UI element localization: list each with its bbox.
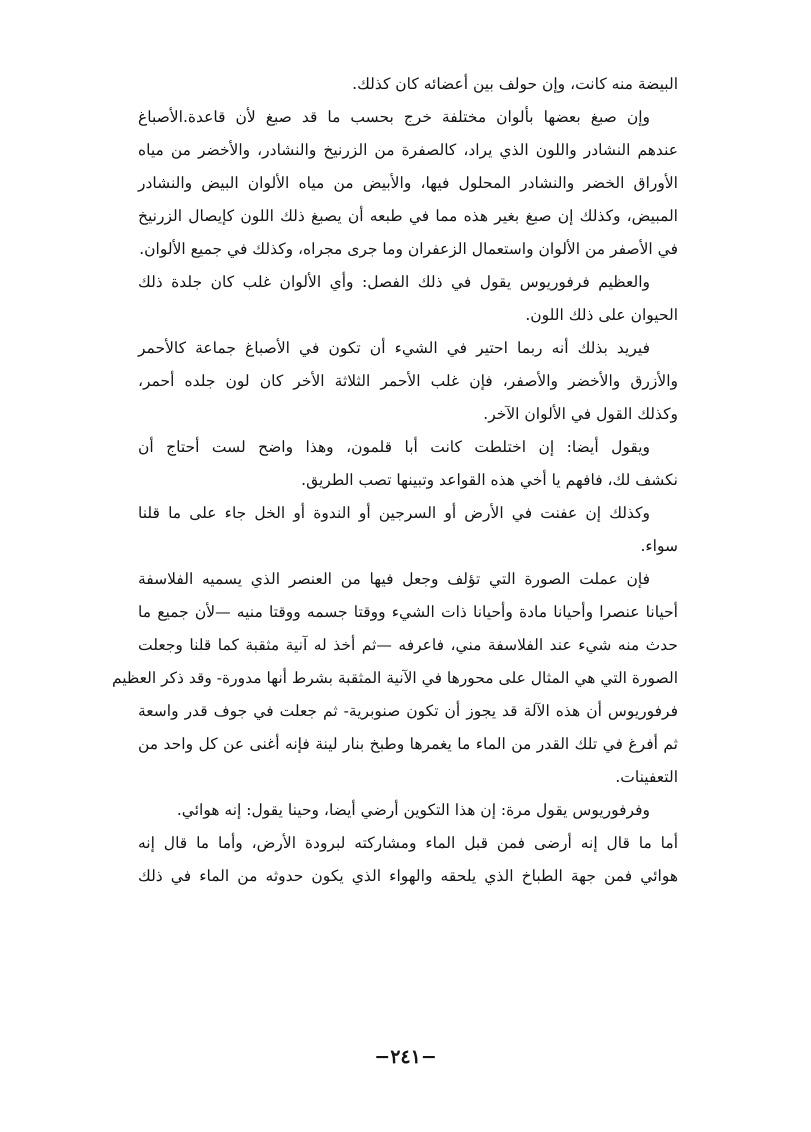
text-line: فرفوريوس أن هذه الآلة قد يجوز أن تكون صنوبرية- ثم جعلت في جوف قدر واسعة: [138, 702, 678, 720]
text-line: والعظيم فرفوريوس يقول في ذلك الفصل: وأي الألوان غلب كان جلدة ذلك: [138, 273, 650, 291]
text-line: والأزرق والأخضر والأصفر، فإن غلب الأحمر الثلاثة الأخر كان لون جلده أحمر،: [138, 372, 678, 390]
text-line: وإن صبغ بعضها بألوان مختلفة خرج بحسب ما قد صبغ لأن قاعدة.الأصباغ: [138, 108, 650, 126]
page-number: −٢٤١−: [374, 1046, 437, 1068]
text-line: في الأصفر من الألوان واستعمال الزعفران وما جرى مجراه، وكذلك في جميع الألوان.: [139, 240, 678, 258]
text-line: ويقول أيضا: إن اختلطت كانت أبا قلمون، وهذا واضح لست أحتاج أن: [138, 438, 650, 456]
text-line: فإن عملت الصورة التي تؤلف وجعل فيها من العنصر الذي يسميه الفلاسفة: [138, 570, 650, 588]
text-line: عندهم النشادر واللون الذي يراد، كالصفرة من الزرنيخ والنشادر، والأخضر من مياه: [138, 141, 678, 159]
text-line: حدث منه شيء عند الفلاسفة مني، فاعرفه —ثم أخذ له آنية مثقبة كما قلنا وجعلت: [138, 636, 678, 654]
body-text: [111, 68, 678, 893]
text-line: نكشف لك، فافهم يا أخي هذه القواعد وتبينها تصب الطريق.: [301, 471, 678, 489]
text-line: الأوراق الخضر والنشادر المحلول فيها، والأبيض من مياه الألوان البيض والنشادر: [138, 174, 678, 192]
text-line: وكذلك القول في الألوان الآخر.: [483, 405, 678, 423]
text-line: التعفينات.: [615, 768, 678, 786]
text-line: البيضة منه كانت، وإن حولف بين أعضائه كان كذلك.: [352, 75, 678, 93]
text-line: أما ما قال إنه أرضى فمن قبل الماء ومشاركته لبرودة الأرض، وأما ما قال إنه: [138, 834, 678, 852]
text-line: هوائي فمن جهة الطباخ الذي يلحقه والهواء الذي يكون حدوثه من الماء في ذلك: [138, 867, 678, 885]
text-line: سواء.: [640, 537, 678, 555]
text-line: الصورة التي هي المثال على محورها في الآنية المثقبة بشرط أنها مدورة- وقد ذكر العظيم: [111, 669, 678, 687]
text-line: المبيض، وكذلك إن صبغ بغير هذه مما في طبعه أن يصبغ ذلك اللون كإيصال الزرنيخ: [138, 207, 678, 225]
text-line: وفرفوريوس يقول مرة: إن هذا التكوين أرضي أيضا، وحينا يقول: إنه هوائي.: [176, 801, 650, 819]
text-line: وكذلك إن عفنت في الأرض أو السرجين أو الندوة أو الخل جاء على ما قلنا: [138, 504, 650, 522]
text-line: أحيانا عنصرا وأحيانا مادة وأحيانا ذات الشيء ووقتا جسمه ووقتا منيه —لأن جميع ما: [138, 603, 678, 621]
text-line: ثم أفرغ في تلك القدر من الماء ما يغمرها وطبخ بنار لينة فإنه أغنى عن كل واحد من: [138, 735, 678, 753]
text-line: فيريد بذلك أنه ربما احتير في الشيء أن تكون في الأصباغ جماعة كالأحمر: [138, 339, 650, 357]
text-line: الحيوان على ذلك اللون.: [525, 306, 678, 324]
